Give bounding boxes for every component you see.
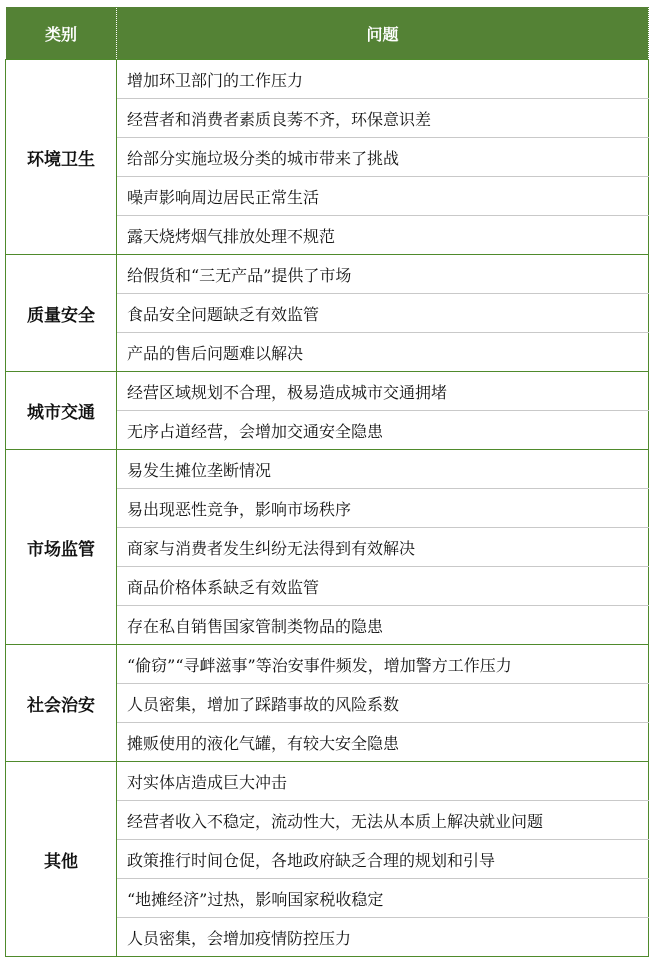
issue-cell: 给部分实施垃圾分类的城市带来了挑战 <box>117 138 649 177</box>
category-cell: 市场监管 <box>6 450 117 645</box>
category-cell: 城市交通 <box>6 372 117 450</box>
issue-cell: 经营区域规划不合理，极易造成城市交通拥堵 <box>117 372 649 411</box>
issue-cell: 露天烧烤烟气排放处理不规范 <box>117 216 649 255</box>
issue-cell: 经营者收入不稳定，流动性大，无法从本质上解决就业问题 <box>117 801 649 840</box>
category-cell: 质量安全 <box>6 255 117 372</box>
header-category: 类别 <box>6 7 117 60</box>
table-row <box>6 645 649 684</box>
issue-cell: 经营者和消费者素质良莠不齐，环保意识差 <box>117 99 649 138</box>
table-row <box>6 255 649 294</box>
issue-cell: “偷窃”“寻衅滋事”等治安事件频发，增加警方工作压力 <box>117 645 649 684</box>
table-row <box>6 450 649 489</box>
category-cell: 其他 <box>6 762 117 957</box>
issue-cell: 存在私自销售国家管制类物品的隐患 <box>117 606 649 645</box>
issue-cell: 给假货和“三无产品”提供了市场 <box>117 255 649 294</box>
issue-cell: 食品安全问题缺乏有效监管 <box>117 294 649 333</box>
issue-cell: 商家与消费者发生纠纷无法得到有效解决 <box>117 528 649 567</box>
header-issue: 问题 <box>117 7 649 60</box>
issue-cell: 人员密集，会增加疫情防控压力 <box>117 918 649 957</box>
issue-cell: 人员密集，增加了踩踏事故的风险系数 <box>117 684 649 723</box>
issues-table-container <box>5 6 648 957</box>
table-row <box>6 60 649 99</box>
issue-cell: 无序占道经营，会增加交通安全隐患 <box>117 411 649 450</box>
issues-table <box>5 6 649 957</box>
issue-cell: 商品价格体系缺乏有效监管 <box>117 567 649 606</box>
issue-cell: 对实体店造成巨大冲击 <box>117 762 649 801</box>
table-row <box>6 372 649 411</box>
table-header-row <box>6 7 649 60</box>
issue-cell: 易发生摊位垄断情况 <box>117 450 649 489</box>
category-cell: 社会治安 <box>6 645 117 762</box>
issue-cell: “地摊经济”过热，影响国家税收稳定 <box>117 879 649 918</box>
issue-cell: 政策推行时间仓促，各地政府缺乏合理的规划和引导 <box>117 840 649 879</box>
issue-cell: 噪声影响周边居民正常生活 <box>117 177 649 216</box>
table-row <box>6 762 649 801</box>
table-body <box>6 60 649 957</box>
issue-cell: 摊贩使用的液化气罐，有较大安全隐患 <box>117 723 649 762</box>
category-cell: 环境卫生 <box>6 60 117 255</box>
issue-cell: 产品的售后问题难以解决 <box>117 333 649 372</box>
issue-cell: 易出现恶性竞争，影响市场秩序 <box>117 489 649 528</box>
issue-cell: 增加环卫部门的工作压力 <box>117 60 649 99</box>
